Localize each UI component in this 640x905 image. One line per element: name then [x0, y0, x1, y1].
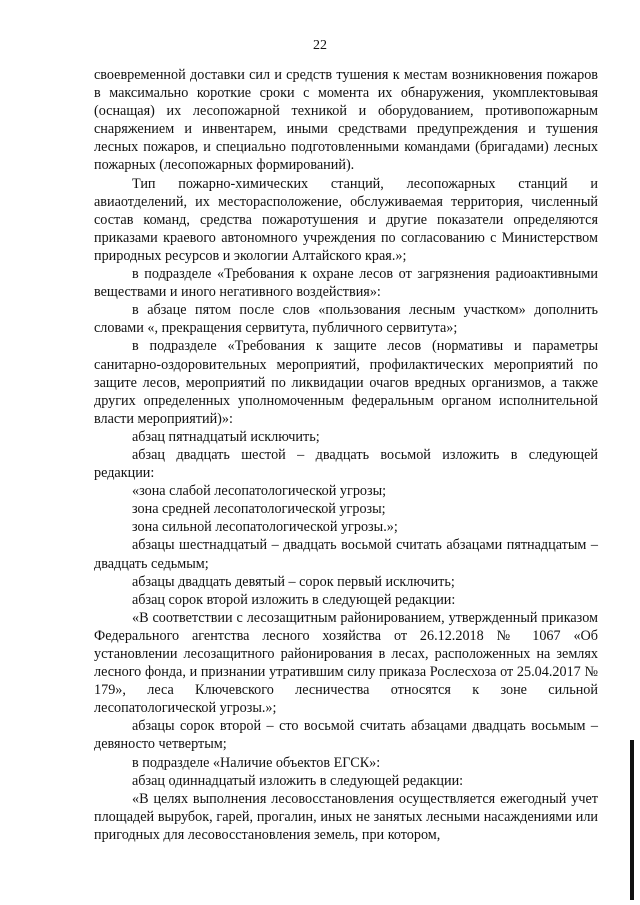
paragraph: в абзаце пятом после слов «пользования лесным участком» дополнить словами «, прекращения сервитута, публичного сервитута»;	[94, 302, 598, 337]
paragraph: абзац сорок второй изложить в следующей редакции:	[132, 591, 456, 608]
paragraph: абзацы шестнадцатый – двадцать восьмой считать абзацами пятнадцатым – двадцать седьмым;	[94, 537, 598, 572]
paragraph: в подразделе «Наличие объектов ЕГСК»:	[132, 754, 381, 771]
paragraph: в подразделе «Требования к охране лесов от загрязнения радиоактивными веществами и иного негативного воздействия»:	[94, 266, 598, 301]
paragraph: «В соответствии с лесозащитным районированием, утвержденный приказом Федерального агентства лесного хозяйства от 26.12.2018 № 1067 «Об установлении лесозащитного районирования в лесах, расположенных на землях лесного фонда, и признании утратившим силу приказа Рослесхоза от 25.04.2017 № 179», леса Ключевского лесничества относятся к зоне сильной лесопатологической угрозы.»;	[94, 609, 598, 717]
paragraph: «В целях выполнения лесовосстановления осуществляется ежегодный учет площадей вырубок, гарей, прогалин, иных не занятых лесными насаждениями или пригодных для лесовосстановления земель, при котором,	[94, 790, 598, 843]
page-number: 22	[313, 38, 327, 53]
paragraph: «зона слабой лесопатологической угрозы;	[132, 483, 387, 500]
paragraph: Тип пожарно-химических станций, лесопожарных станций и авиаотделений, их месторасположение, обслуживаемая территория, численный состав команд, средства пожаротушения и другие показатели определяются приказами краевого автономного учреждения по согласованию с Министерством природных ресурсов и экологии Алтайского края.»;	[94, 175, 598, 264]
paragraph: зона средней лесопатологической угрозы;	[132, 501, 386, 518]
paragraph: абзац одиннадцатый изложить в следующей редакции:	[132, 772, 464, 789]
paragraph: абзац пятнадцатый исключить;	[132, 428, 320, 445]
paragraph: абзацы двадцать девятый – сорок первый исключить;	[132, 573, 455, 590]
paragraph: своевременной доставки сил и средств тушения к местам возникновения пожаров в максимально короткие сроки с момента их обнаружения, укомплектовывая (оснащая) их лесопожарной техникой и оборудованием, противопожарным снаряжением и инвентарем, иными средствами предупреждения и тушения лесных пожаров, и специально подготовленными командами (бригадами) лесных пожарных (лесопожарных формирований).	[94, 67, 598, 174]
paragraph: абзац двадцать шестой – двадцать восьмой изложить в следующей редакции:	[94, 446, 598, 482]
document-body	[94, 66, 598, 844]
scan-edge-mark	[630, 740, 634, 900]
paragraph: в подразделе «Требования к защите лесов (нормативы и параметры санитарно-оздоровительных мероприятий, профилактических мероприятий по защите лесов, мероприятий по ликвидации очагов вредных организмов, а также других определенных уполномоченным федеральным органом исполнительной власти мероприятий)»:	[94, 338, 598, 427]
paragraph: абзацы сорок второй – сто восьмой считать абзацами двадцать восьмым – девяносто четвертым;	[94, 718, 598, 753]
paragraph: зона сильной лесопатологической угрозы.»;	[132, 519, 398, 536]
